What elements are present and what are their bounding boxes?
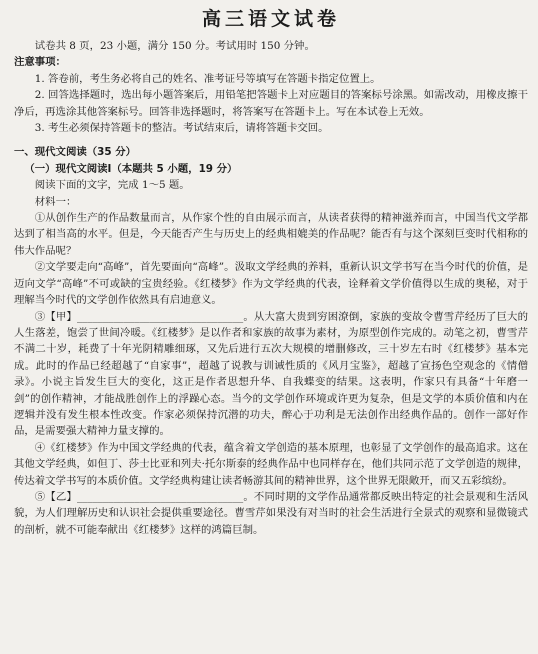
- note-item: 1. 答卷前，考生务必将自己的姓名、准考证号等填写在答题卡指定位置上。: [34, 72, 381, 85]
- paragraph-2: ②文学要走向“高峰”，首先要面向“高峰”。汲取文学经典的养料，重新认识文学书写在当今时代的价值，是迈向文学“高峰”不可或缺的宝贵经验。《红楼梦》作为文学经典的代表，诠释着文学价值得以生成的奥秘，对于理解当今时代的文学创作依然具有启迪意义。: [14, 261, 528, 307]
- exam-info: 试卷共 8 页，23 小题，满分 150 分。考试用时 150 分钟。: [34, 40, 315, 52]
- paragraph-1: ①从创作生产的作品数量而言，从作家个性的自由展示而言，从读者获得的精神滋养而言，中国当代文学都达到了相当高的水平。但是，今天能否产生与历史上的经典相媲美的作品呢？能否有与这个深刻巨变时代相称的伟大作品呢？: [14, 212, 528, 257]
- material-label: 材料一：: [34, 195, 77, 208]
- notes-heading: 注意事项：: [14, 56, 66, 69]
- paragraph-4: ④《红楼梦》作为中国文学经典的代表，蕴含着文学创造的基本原理，也彰显了文学创作的最高追求。这在其他文学经典，如但丁、莎士比亚和列夫·托尔斯泰的经典作品中也同样存在，他们共同示范了文学创造的规律，传达着文学书写的本质价值。文学经典构建让读者畅游其间的精神世界，这个世界无限敞开，而又五彩缤纷。: [14, 441, 528, 487]
- note-item: 3. 考生必须保持答题卡的整洁。考试结束后，请将答题卡交回。: [34, 122, 329, 135]
- paragraph-3: ③【甲】________________________________。从大富大贵到穷困潦倒，家族的变故令曹雪芹经历了巨大的人生落差，饱尝了世间冷暖。《红楼梦》是以作者和家族的故事为素材，为原型创作完成的。动笔之初，曹雪芹不满二十岁，耗费了十年光阴精雕细琢，又先后进行五次大规模的增删修改，三十岁左右时《红楼梦》基本完成。此时的作品已经超越了“自家事”，超越了说教与训诫性质的《风月宝鉴》，超越了宣扬色空观念的《情僧录》。小说主旨发生巨大的变化，这正是作者思想升华、自我蝶变的结果。这表明，作家只有具备“十年磨一剑”的创作精神，才能战胜创作上的浮躁心态。当今的文学创作环境或许更为复杂，但是文学的本质价值和内在逻辑并没有发生根本性改变。作家必须保持沉潜的功夫，醉心于功利是无法创作出经典作品的。创作一部好作品，是需要强大精神力量支撑的。: [14, 310, 528, 438]
- section-heading: 一、现代文阅读（35 分）: [14, 146, 136, 159]
- page-title: 高三语文试卷: [201, 8, 340, 30]
- note-item: 2. 回答选择题时，选出每小题答案后，用铅笔把答题卡上对应题目的答案标号涂黑。如需改动，用橡皮擦干净后，再选涂其他答案标号。回答非选择题时，将答案写在答题卡上。写在本试卷上无效。: [14, 89, 528, 118]
- reading-instruction: 阅读下面的文字，完成 1～5 题。: [34, 179, 190, 192]
- subsection-heading: （一）现代文阅读Ⅰ（本题共 5 小题，19 分）: [24, 162, 238, 175]
- paragraph-5: ⑤【乙】________________________________。不同时期的文学作品通常都反映出特定的社会景观和生活风貌，为人们理解历史和认识社会提供重要途径。曹雪芹如果没有对当时的社会生活进行全景式的观察和显微镜式的剖析，就不可能奉献出《红楼梦》这样的鸿篇巨制。: [14, 490, 528, 536]
